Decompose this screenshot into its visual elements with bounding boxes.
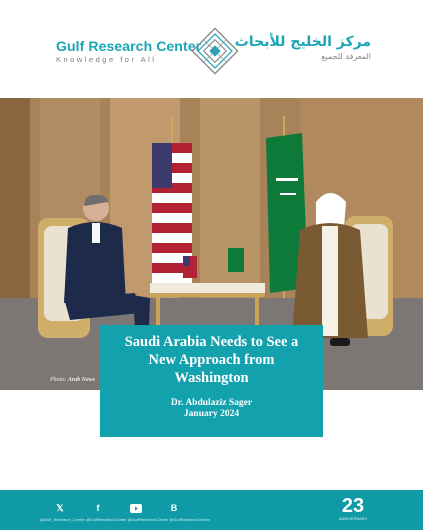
report-title-line3: Washington (174, 370, 249, 386)
org-name-ar: مركز الخليج للأبحاث (234, 34, 371, 50)
facebook-icon[interactable]: f (96, 503, 100, 513)
grc-logo-icon (190, 26, 240, 76)
photo-credit-prefix: Photo: (50, 377, 68, 383)
b-icon[interactable]: B (170, 503, 178, 513)
header (0, 0, 423, 98)
photo-credit-source: Arab News (67, 377, 96, 383)
youtube-icon[interactable] (128, 502, 144, 514)
brand-english (56, 38, 202, 64)
footer (0, 490, 423, 530)
anniversary-label: ANNIVERSARY (338, 516, 368, 521)
social-handles: @Gulf_Research_Center @GulfResearchCenter @GulfResearchCenter @GulfResearchCenter (40, 517, 210, 522)
report-title (100, 333, 323, 387)
org-name-en: Gulf Research Center (56, 38, 202, 54)
photo-credit (50, 377, 95, 383)
title-box (100, 325, 323, 437)
tagline-en: Knowledge for All (56, 55, 157, 64)
anniversary-badge (333, 496, 373, 521)
social-links (52, 502, 182, 514)
anniversary-number: 23 (341, 495, 365, 517)
report-title-line2: New Approach from (148, 352, 275, 368)
report-title-line1: Saudi Arabia Needs to See a (124, 334, 299, 350)
x-icon[interactable]: 𝕏 (56, 502, 64, 513)
brand-arabic (234, 34, 371, 61)
publication-date: January 2024 (183, 409, 240, 419)
author-name: Dr. Abdulaziz Sager (170, 398, 253, 408)
tagline-ar: المعرفة للجميع (321, 52, 371, 61)
